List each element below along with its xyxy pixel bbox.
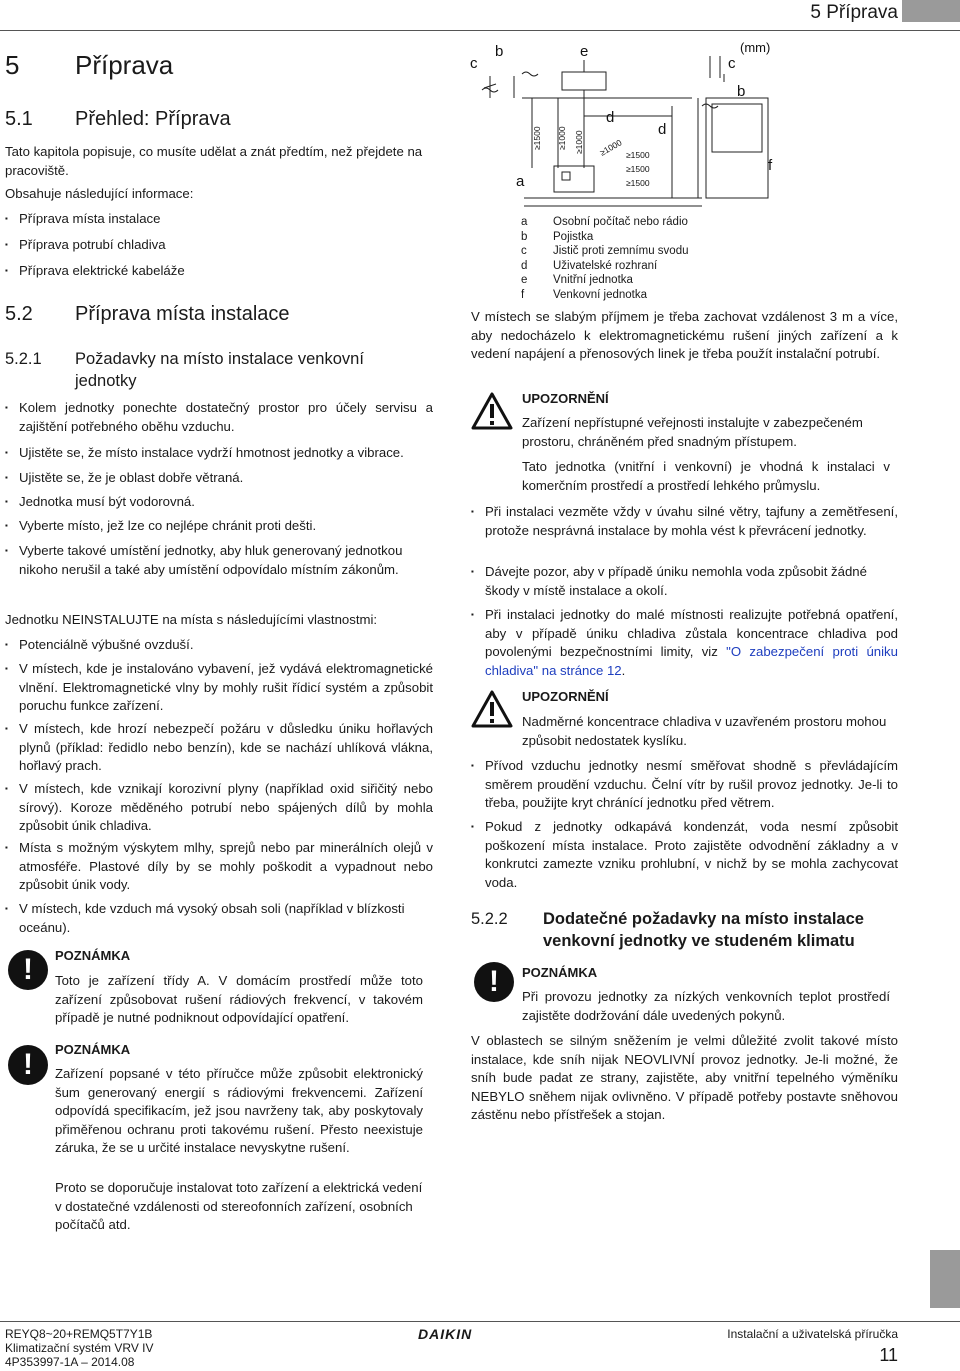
- footer-doc-id: 4P353997-1A – 2014.08: [5, 1355, 135, 1369]
- section-5-2-1-title: 5.2.1 Požadavky na místo instalace venkovní jednotky: [5, 350, 364, 390]
- note-text: Při provozu jednotky za nízkých venkovních teplot prostředí zajistěte dodržování dále uvedených pokynů.: [522, 989, 890, 1023]
- right-power: [710, 56, 720, 78]
- header-rule: [0, 30, 960, 31]
- side-tab: [930, 1250, 960, 1308]
- daikin-logo: DAIKIN: [418, 1326, 473, 1342]
- chapter-title: 5 Příprava: [5, 50, 174, 80]
- unsuitable-location-item: ▪ V místech, kde hrozí nebezpečí požáru v důsledku úniku hořlavých plynů (příklad: ředidlo nebo benzín), kde se nachází uhlíková vlákna, hořlavý prach.: [5, 720, 433, 776]
- chapter-tab: [902, 0, 960, 22]
- label-d: d: [606, 109, 615, 126]
- page-number: 11: [879, 1345, 898, 1365]
- diagram-legend: [521, 215, 689, 303]
- indoor-unit: [562, 72, 606, 90]
- toc-item[interactable]: ▪ Příprava místa instalace: [5, 210, 435, 229]
- toc-item[interactable]: ▪ Příprava potrubí chladiva: [5, 236, 435, 255]
- label-b: b: [495, 43, 504, 60]
- caution-title: UPOZORNĚNÍ: [522, 689, 609, 704]
- caution-text: Zařízení nepřístupné veřejnosti instalujte v zabezpečeném prostoru, chráněném před snadným přístupem.: [522, 415, 863, 449]
- requirement-item: ▪ Vyberte místo, jež lze co nejlépe chránit proti dešti.: [5, 517, 433, 536]
- requirement-item: ▪ Ujistěte se, že je oblast dobře větraná.: [5, 469, 433, 488]
- section-5-2-title: 5.2 Příprava místa instalace: [5, 303, 290, 325]
- install-tip-item: ▪ Pokud z jednotky odkapává kondenzát, voda nesmí způsobit poškození místa instalace. Proto zajistěte odvodnění základny a v konkrutci zamezte vzniku prohlubní, v nichž by se mohla zachycovat voda.: [471, 818, 898, 892]
- label-c: c: [470, 55, 478, 72]
- requirement-item: ▪ Kolem jednotky ponechte dostatečný prostor pro účely servisu a zajištění potřebného oběhu vzduchu.: [5, 399, 433, 436]
- unsuitable-location-item: ▪ Místa s možným výskytem mlhy, sprejů nebo par minerálních olejů v atmosféře. Plastové díly by se mohly poškodit a vypadnout nebo způsobit únik vody.: [5, 839, 433, 895]
- note-title: POZNÁMKA: [55, 948, 131, 963]
- section-5-2-2-title: 5.2.2 Dodatečné požadavky na místo instalace venkovní jednotky ve studeném klimatu: [471, 910, 864, 950]
- dim-label: ≥1000: [574, 130, 584, 154]
- recommendation-text: Proto se doporučuje instalovat toto zařízení a elektrická vedení v dostatečné vzdálenosti od stereofonních zařízení, osobních počítačů atd.: [55, 1180, 423, 1233]
- note-icon: !: [8, 950, 48, 990]
- warning-icon: [471, 690, 513, 728]
- cross-reference-link[interactable]: "O zabezpečení proti úniku chladiva" na stránce 12: [485, 644, 898, 678]
- label-c: c: [728, 55, 736, 72]
- footer-rule: [0, 1321, 960, 1322]
- section-5-1-title: 5.1 Přehled: Příprava: [5, 108, 231, 130]
- snow-text: V oblastech se silným sněžením je velmi důležité zvolit takové místo instalace, kde sníh nijak NEOVLIVNÍ provoz jednotky. Je-li možné, že sníh bude padat ze strany, zajistěte, aby vnitřní tepelného výměníku NEBYLO sněhem nijak ovlivněno. V případě potřeby postavte sněhovou zástěnu nebo přístřešek a stojan.: [471, 1033, 898, 1123]
- weak-signal-text: V místech se slabým příjmem je třeba zachovat vzdálenost 3 m a více, aby nedocházelo k elektromagnetickému rušení jiných zařízení a k vedení napájení a přenosových linek je třeba použít instalační potrubí.: [471, 309, 898, 362]
- install-tip-item: ▪ Při instalaci vezměte vždy v úvahu silné větry, tajfuny a zemětřesení, protože nesprávná instalace by mohla vést k převrácení jednotky.: [471, 503, 898, 540]
- contains-text: Obsahuje následující informace:: [5, 186, 194, 201]
- caution-title: UPOZORNĚNÍ: [522, 391, 609, 406]
- requirement-item: ▪ Vyberte takové umístění jednotky, aby hluk generovaný jednotkou nikoho nerušil a také aby umístění odpovídalo místním zákonům.: [5, 542, 433, 579]
- dim-label: ≥1500: [626, 164, 650, 174]
- legend-row: e Vnitřní jednotka: [521, 274, 633, 287]
- label-a: a: [516, 173, 525, 190]
- note-text: Toto je zařízení třídy A. V domácím prostředí může toto zařízení způsobovat rušení rádiových frekvencí, v takovém případě je nutné podniknout odpovídající opatření.: [55, 973, 423, 1026]
- label-f: f: [768, 157, 773, 174]
- dim-label: ≥1500: [626, 150, 650, 160]
- install-tip-item: ▪ Při instalaci jednotky do malé místnosti realizujte potřebná opatření, aby v případě úniku chladiva zůstala koncentrace chladiva pod povolenými bezpečnostními limity, viz "O zabezpečení proti úniku chladiva" na stránce 12.: [471, 606, 898, 680]
- note-text: Zařízení popsané v této příručce může způsobit elektronický šum generovaný energií s rádiovými frekvencemi. Zařízení odpovídá specifikacím, jež jsou navrženy tak, aby poskytovaly přiměřenou ochranu proti takovému rušení. Přesto neexistuje záruka, že se u určité instalace nevyskytne rušení.: [55, 1066, 423, 1156]
- unsuitable-location-item: ▪ V místech, kde vzduch má vysoký obsah soli (například v blízkosti oceánu).: [5, 900, 433, 937]
- note-title: POZNÁMKA: [522, 965, 598, 980]
- footer-manual: Instalační a uživatelská příručka: [727, 1327, 898, 1341]
- unsuitable-location-item: ▪ V místech, kde je instalováno vybavení, jež vydává elektromagnetické vlnění. Elektromagnetické vlny by mohly rušit řídicí systém a způsobit poruchu funkce zařízení.: [5, 660, 433, 716]
- legend-row: c Jistič proti zemnímu svodu: [521, 245, 689, 258]
- unsuitable-location-item: ▪ Potenciálně výbušné ovzduší.: [5, 636, 433, 655]
- label-b: b: [737, 83, 746, 100]
- warning-icon: [471, 392, 513, 430]
- requirement-item: ▪ Ujistěte se, že místo instalace vydrží hmotnost jednotky a vibrace.: [5, 444, 433, 463]
- intro-text: Tato kapitola popisuje, co musíte udělat a znát předtím, než přejdete na pracoviště.: [5, 144, 423, 178]
- note-icon: !: [8, 1045, 48, 1085]
- dim-label: ≥1000: [598, 137, 624, 158]
- do-not-install-text: Jednotku NEINSTALUJTE na místa s následujícími vlastnostmi:: [5, 612, 378, 627]
- note-title: POZNÁMKA: [55, 1042, 131, 1057]
- label-e: e: [580, 43, 589, 60]
- caution-text: Nadměrné koncentrace chladiva v uzavřeném prostoru mohou způsobit nedostatek kyslíku.: [522, 714, 887, 748]
- footer-system: Klimatizační systém VRV IV: [5, 1341, 154, 1355]
- caution-text: Tato jednotka (vnitřní i venkovní) je vhodná k instalaci v komerčním prostředí a prostředí lehkého průmyslu.: [522, 459, 890, 493]
- unsuitable-location-item: ▪ V místech, kde vznikají korozivní plyny (například oxid siřičitý nebo sírový). Koroze měděného potrubí nebo spájených dílů by mohla způsobit únik chladiva.: [5, 780, 433, 836]
- requirement-item: ▪ Jednotka musí být vodorovná.: [5, 493, 433, 512]
- units-label: (mm): [740, 40, 771, 55]
- label-d: d: [658, 121, 667, 138]
- dim-label: ≥1000: [557, 126, 567, 150]
- legend-row: b Pojistka: [521, 230, 594, 243]
- toc-item[interactable]: ▪ Příprava elektrické kabeláže: [5, 262, 435, 281]
- note-icon: !: [474, 962, 514, 1002]
- legend-row: a Osobní počítač nebo rádio: [521, 216, 688, 228]
- legend-row: f Venkovní jednotka: [521, 288, 647, 301]
- outdoor-unit: [706, 98, 768, 198]
- breaker-symbol: [484, 76, 496, 98]
- legend-row: d Uživatelské rozhraní: [521, 259, 658, 272]
- user-interface: [554, 166, 594, 192]
- clearance-diagram: [462, 38, 792, 210]
- install-tip-item: ▪ Dávejte pozor, aby v případě úniku nemohla voda způsobit žádné škody v místě instalace a okolí.: [471, 563, 898, 600]
- dim-label: ≥1500: [626, 178, 650, 188]
- install-tip-item: ▪ Přívod vzduchu jednotky nesmí směřovat shodně s převládajícím směrem proudění vzduchu. Čelní vítr by rušil provoz jednotky. Je-li to třeba, použijte kryt chránící jednotku před větrem.: [471, 757, 898, 813]
- dim-label: ≥1500: [532, 126, 542, 150]
- running-header: 5 Příprava: [810, 2, 898, 23]
- footer-model: REYQ8~20+REMQ5T7Y1B: [5, 1327, 153, 1341]
